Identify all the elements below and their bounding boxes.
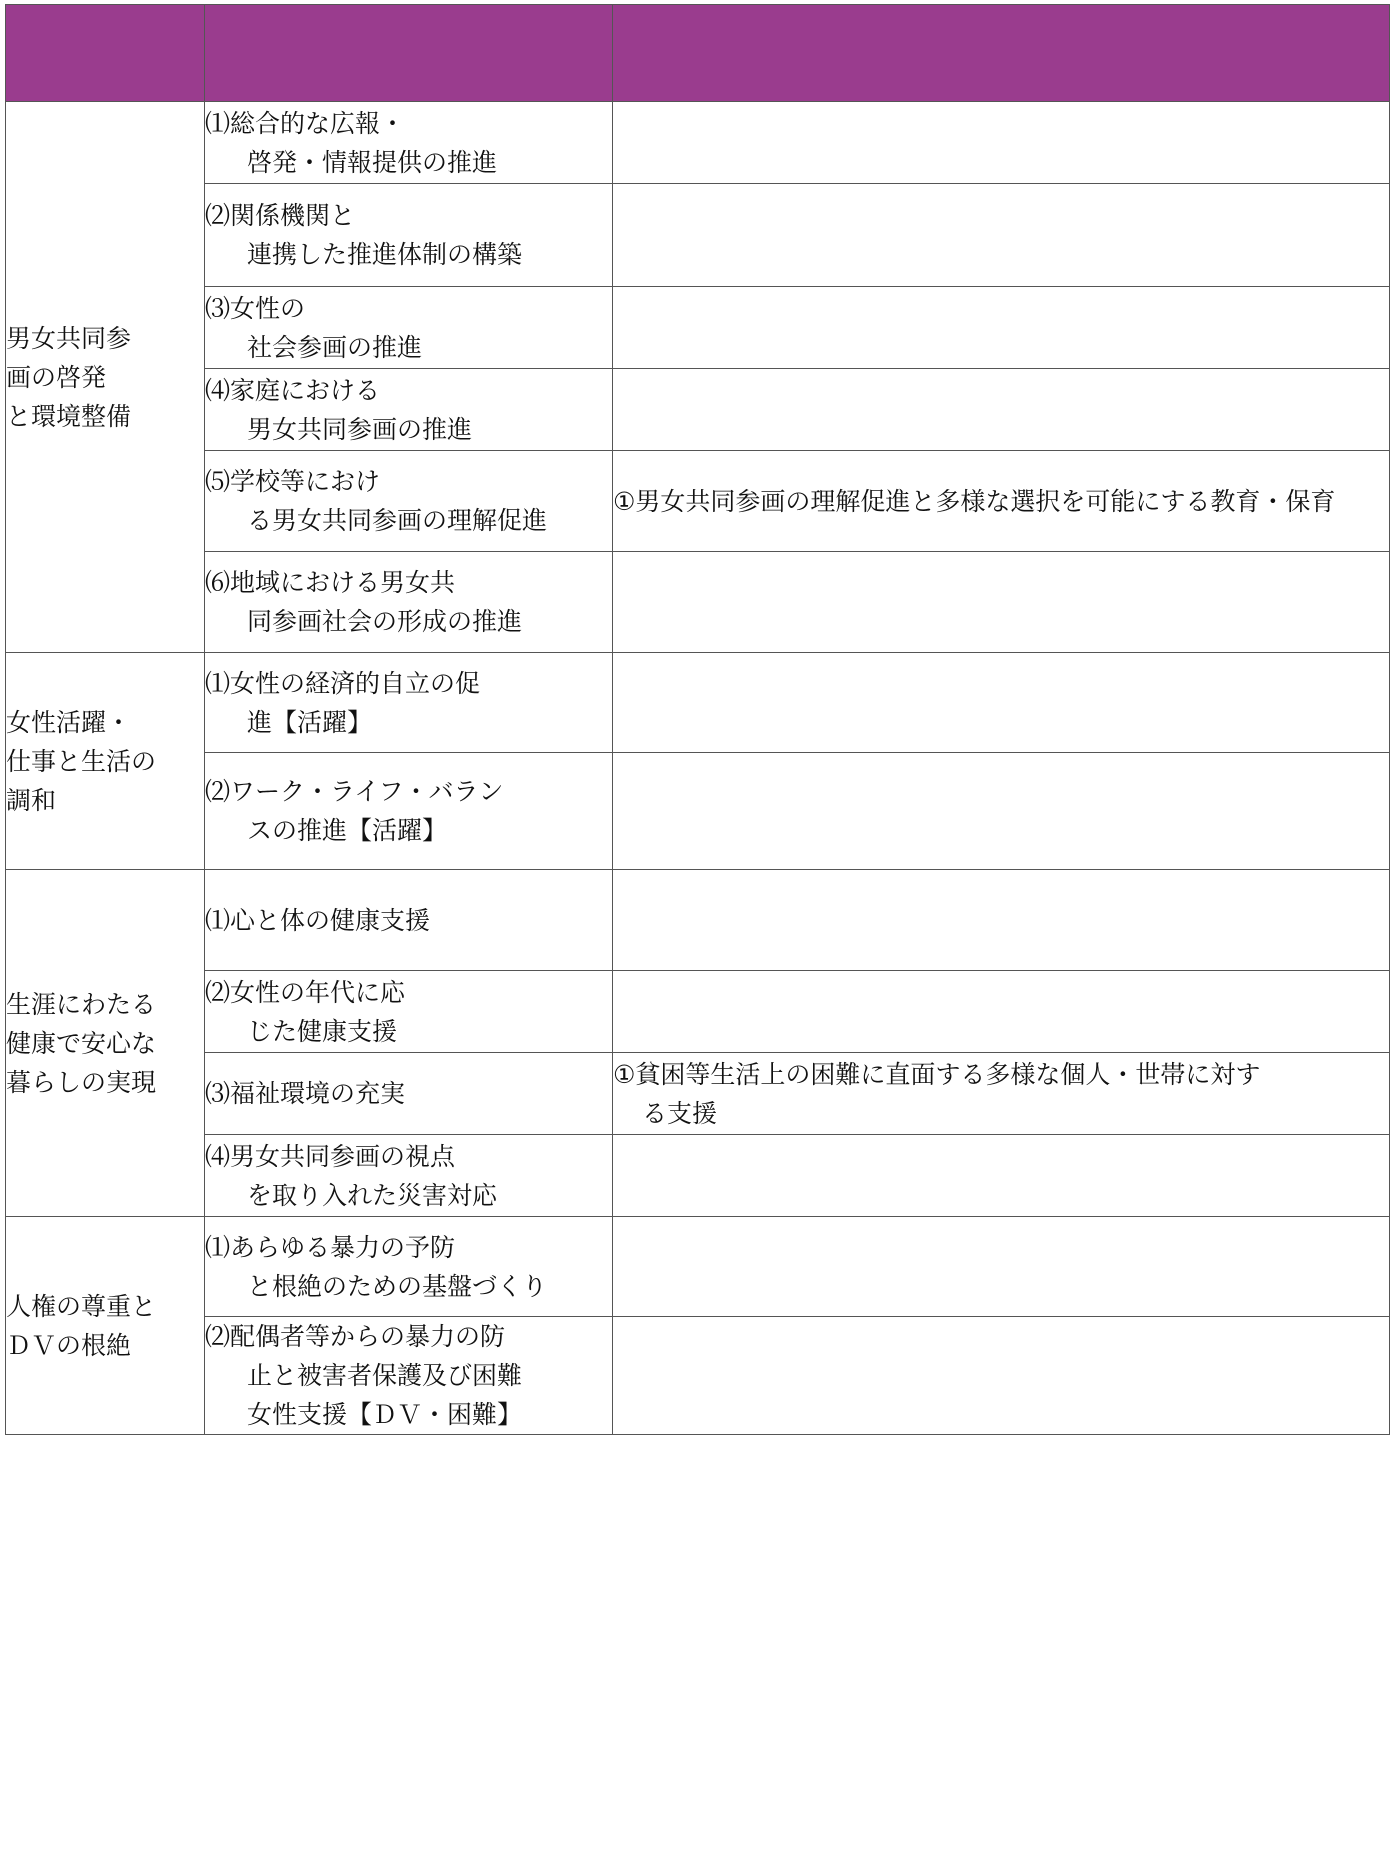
measures-cell (613, 369, 1390, 451)
policy-text: ⑹地域における男女共 同参画社会の形成の推進 (205, 568, 523, 636)
goal-cell (6, 653, 205, 870)
policy-cell (205, 1135, 613, 1217)
measures-cell (613, 753, 1390, 870)
policy-text: ⑶女性の 社会参画の推進 (205, 293, 423, 362)
policy-cell (205, 102, 613, 184)
policy-text: ⑸学校等におけ る男女共同参画の理解促進 (205, 467, 548, 535)
measures-cell (613, 971, 1390, 1053)
measures-cell (613, 653, 1390, 753)
table-row (6, 1053, 1390, 1135)
table-row (6, 653, 1390, 753)
table-row (6, 971, 1390, 1053)
goal-title: 女性活躍・ 仕事と生活の 調和 (6, 707, 157, 815)
policy-cell (205, 1317, 613, 1435)
policy-text: ⑵配偶者等からの暴力の防 止と被害者保護及び困難 女性支援【ＤＶ・困難】 (205, 1322, 523, 1429)
measures-cell (613, 1217, 1390, 1317)
policy-text: ⑴心と体の健康支援 (205, 905, 431, 935)
measures-cell (613, 287, 1390, 369)
policy-text: ⑷家庭における 男女共同参画の推進 (205, 375, 473, 444)
header-goal (6, 5, 205, 102)
table-row (6, 1135, 1390, 1217)
goal-cell (6, 870, 205, 1217)
policy-text: ⑵女性の年代に応 じた健康支援 (205, 977, 406, 1046)
goal-cell (6, 1217, 205, 1435)
table-row (6, 369, 1390, 451)
policy-cell (205, 1053, 613, 1135)
policy-cell (205, 753, 613, 870)
measures-cell (613, 1053, 1390, 1135)
policy-cell (205, 552, 613, 653)
measures-cell (613, 184, 1390, 287)
policy-text: ⑷男女共同参画の視点 を取り入れた災害対応 (205, 1141, 498, 1210)
table-row (6, 753, 1390, 870)
goal-cell (6, 102, 205, 653)
goal-title: 生涯にわたる 健康で安心な 暮らしの実現 (6, 989, 157, 1097)
policy-cell (205, 184, 613, 287)
measures-cell (613, 1317, 1390, 1435)
goal-title: 男女共同参 画の啓発 と環境整備 (6, 323, 132, 431)
policy-text: ⑶福祉環境の充実 (205, 1079, 406, 1108)
header-policy (205, 5, 613, 102)
policy-text: ⑴あらゆる暴力の予防 と根絶のための基盤づくり (205, 1232, 548, 1301)
measures-cell (613, 1135, 1390, 1217)
measures-cell (613, 552, 1390, 653)
table-row (6, 552, 1390, 653)
policy-cell (205, 451, 613, 552)
measures-cell (613, 102, 1390, 184)
policy-text: ⑵関係機関と 連携した推進体制の構築 (205, 201, 523, 269)
table-row (6, 102, 1390, 184)
policy-cell (205, 971, 613, 1053)
table-row (6, 1217, 1390, 1317)
table-row (6, 184, 1390, 287)
policy-cell (205, 1217, 613, 1317)
measures-cell (613, 451, 1390, 552)
measures-cell (613, 870, 1390, 971)
table-row (6, 451, 1390, 552)
table-header-row (6, 5, 1390, 102)
header-measures (613, 5, 1390, 102)
policy-text: ⑵ワーク・ライフ・バラン スの推進【活躍】 (205, 777, 504, 845)
table-row (6, 287, 1390, 369)
table-row (6, 870, 1390, 971)
policy-cell (205, 287, 613, 369)
measure-item: ①貧困等生活上の困難に直面する多様な個人・世帯に対す る支援 (613, 1059, 1261, 1128)
policy-text: ⑴女性の経済的自立の促 進【活躍】 (205, 668, 481, 737)
goal-title: 人権の尊重と ＤＶの根絶 (6, 1291, 157, 1360)
table-row (6, 1317, 1390, 1435)
policy-cell (205, 653, 613, 753)
policy-table (5, 4, 1390, 1435)
measure-item: ①男女共同参画の理解促進と多様な選択を可能にする教育・保育 (613, 486, 1336, 516)
policy-cell (205, 870, 613, 971)
policy-cell (205, 369, 613, 451)
policy-text: ⑴総合的な広報・ 啓発・情報提供の推進 (205, 108, 498, 177)
policy-structure-sheet (5, 4, 1389, 1435)
